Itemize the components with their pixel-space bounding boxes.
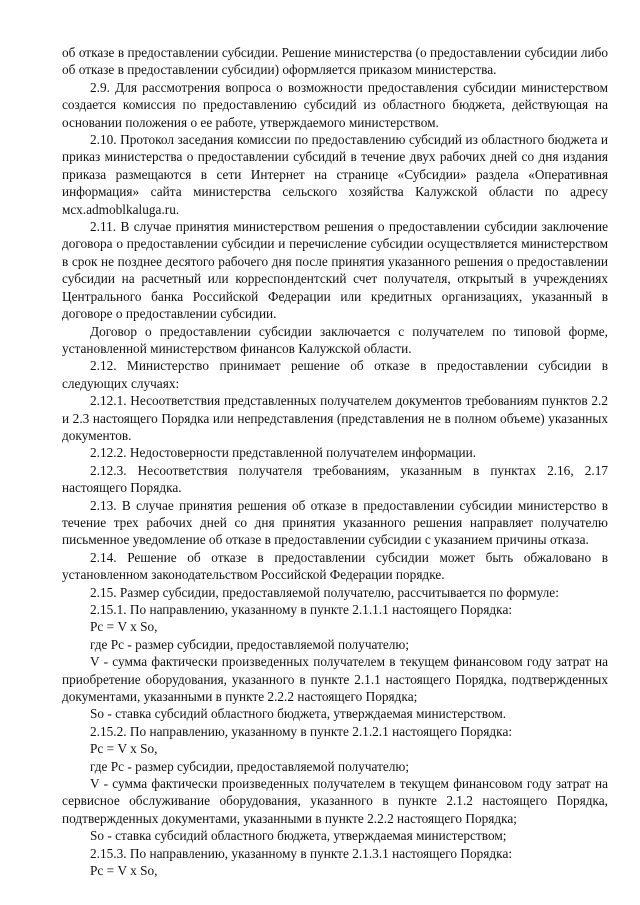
formula: Рс = V x So,: [90, 619, 158, 635]
paragraph: 2.12.2. Недостоверности представленной получателем информации.: [90, 445, 477, 461]
paragraph: So - ставка субсидий областного бюджета, утверждаемая министерством.: [90, 706, 507, 722]
paragraph: где Рс - размер субсидии, предоставляемой получателю;: [90, 636, 410, 652]
paragraph: 2.12.1. Несоответствия представленных получателем документов требованиям пунктов 2.2 и 2.3 настоящего Порядка или непредставления (представления не в полном объеме) указанных документов.: [62, 393, 608, 443]
paragraph: 2.12.3. Несоответствия получателя требованиям, указанным в пунктах 2.16, 2.17 настоящего Порядка.: [62, 462, 608, 496]
paragraph: So - ставка субсидий областного бюджета, утверждаемая министерством;: [90, 828, 507, 844]
paragraph: об отказе в предоставлении субсидии. Решение министерства (о предоставлении субсидии либо об отказе в предоставлении субсидии) оформляется приказом министерства.: [62, 45, 608, 78]
paragraph: где Рс - размер субсидии, предоставляемой получателю;: [90, 758, 410, 774]
formula: Рс = V x So,: [90, 741, 158, 757]
paragraph: Договор о предоставлении субсидии заключается с получателем по типовой форме, установленной министерством финансов Калужской области.: [62, 323, 608, 356]
paragraph: 2.9. Для рассмотрения вопроса о возможности предоставления субсидии министерством создается комиссия по предоставлению субсидий из областного бюджета, действующая на основании положения о ее работе, утверждаемого министерством.: [62, 79, 608, 130]
paragraph: 2.11. В случае принятия министерством решения о предоставлении субсидии заключение договора о предоставлении субсидии и перечисление субсидии осуществляется министерством в срок не позднее десятого рабочего дня после принятия указанного решения о предоставлении субсидии на расчетный или корреспондентский счет получателя, открытый в учреждениях Центрального банка Российской Федерации или кредитных организациях, указанный в договоре о предоставлении субсидии.: [62, 219, 608, 322]
paragraph: V - сумма фактически произведенных получателем в текущем финансовом году затрат на сервисное обслуживание оборудования, указанного в пункте 2.1.2 настоящего Порядка, подтвержденных документами, указанными в пункте 2.2.2 настоящего Порядка;: [62, 776, 608, 826]
paragraph: 2.12. Министерство принимает решение об отказе в предоставлении субсидии в следующих случаях:: [62, 358, 608, 391]
formula: Рс = V x So,: [90, 863, 158, 879]
paragraph: 2.15.2. По направлению, указанному в пункте 2.1.2.1 настоящего Порядка:: [90, 723, 513, 739]
paragraph: V - сумма фактически произведенных получателем в текущем финансовом году затрат на приобретение оборудования, указанного в пункте 2.1.1 настоящего Порядка, подтвержденных документами, указанными в пункте 2.2.2 настоящего Порядка;: [62, 654, 608, 705]
paragraph: 2.14. Решение об отказе в предоставлении субсидии может быть обжаловано в установленном законодательством Российской Федерации порядке.: [62, 549, 608, 583]
paragraph: 2.15.1. По направлению, указанному в пункте 2.1.1.1 настоящего Порядка:: [90, 602, 513, 617]
paragraph: 2.15.3. По направлению, указанному в пункте 2.1.3.1 настоящего Порядка:: [90, 845, 513, 861]
paragraph: 2.15. Размер субсидии, предоставляемой получателю, рассчитывается по формуле:: [90, 584, 559, 600]
paragraph: 2.10. Протокол заседания комиссии по предоставлению субсидий из областного бюджета и приказ министерства о предоставлении субсидий в течение двух рабочих дней со дня издания приказа размещаются в сети Интернет на странице «Субсидии» раздела «Оперативная информация» сайта министерства сельского хозяйства Калужской области по адресу мсх.admoblkaluga.ru.: [62, 132, 608, 217]
paragraph: 2.13. В случае принятия решения об отказе в предоставлении субсидии министерство в течение трех рабочих дней со дня принятия указанного решения направляет получателю письменное уведомление об отказе в предоставлении субсидии с указанием причины отказа.: [62, 497, 608, 548]
